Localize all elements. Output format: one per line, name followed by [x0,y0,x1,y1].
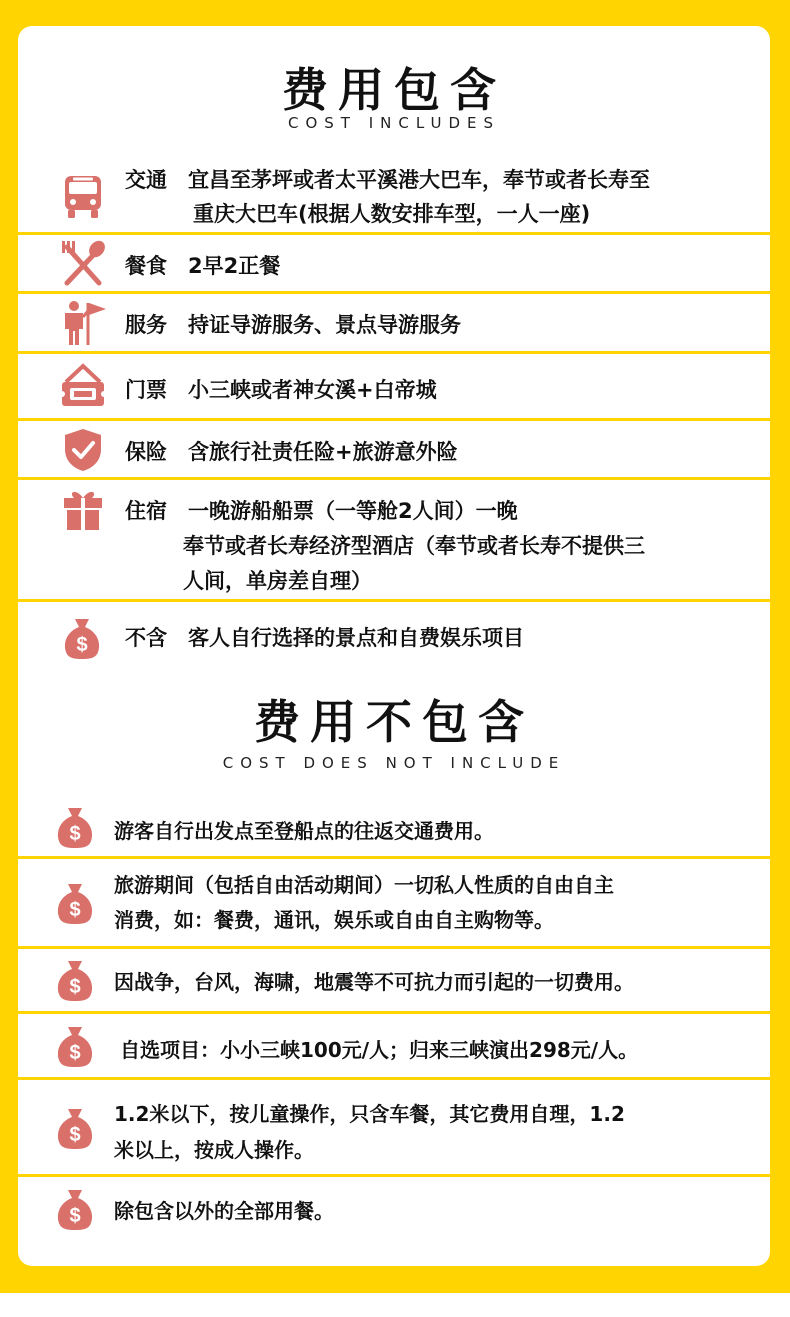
includes-label: 门票 [125,378,167,402]
money-bag-icon [55,958,95,1002]
excludes-text-line: 除包含以外的全部用餐。 [114,1199,334,1223]
includes-text-line: 人间，单房差自理） [183,569,372,593]
includes-text-line: 客人自行选择的景点和自费娱乐项目 [188,626,524,650]
bus-icon [63,174,103,220]
excludes-row [18,1014,770,1077]
svg-text:$: $ [69,976,81,998]
svg-text:$: $ [69,1042,81,1064]
includes-row-tickets [18,354,770,418]
includes-text-line: 持证导游服务、景点导游服务 [188,313,461,337]
excludes-text-line: 消费，如：餐费，通讯，娱乐或自由自主购物等。 [114,908,554,932]
includes-row-meals [18,235,770,291]
includes-row-service [18,294,770,351]
excludes-text-line: 自选项目：小小三峡100元/人；归来三峡演出298元/人。 [120,1038,639,1062]
excludes-row [18,949,770,1011]
excludes-row [18,798,770,856]
includes-label: 餐食 [125,254,167,278]
money-bag-icon [55,1106,95,1150]
includes-text-line: 奉节或者长寿经济型酒店（奉节或者长寿不提供三 [183,534,645,558]
includes-label: 交通 [125,168,167,192]
excludes-subtitle: COST DOES NOT INCLUDE [222,754,566,772]
svg-text:$: $ [69,1124,81,1146]
excludes-row [18,1177,770,1239]
svg-text:$: $ [69,899,81,921]
ticket-icon [58,360,108,410]
includes-row-transport [18,152,770,232]
includes-title: 费用包含 [282,63,506,117]
includes-text-line: 含旅行社责任险+旅游意外险 [188,440,458,464]
money-bag-icon [55,881,95,925]
includes-label: 服务 [125,313,167,337]
excludes-text-line: 米以上，按成人操作。 [114,1138,314,1162]
excludes-text-line: 旅游期间（包括自由活动期间）一切私人性质的自由自主 [114,873,614,897]
includes-label: 住宿 [125,499,167,523]
cost-card [18,26,770,1266]
fork-spoon-icon [59,239,107,287]
includes-label: 不含 [125,626,167,650]
svg-text:$: $ [69,823,81,845]
includes-text-line: 一晚游船船票（一等舱2人间）一晚 [188,499,518,523]
includes-label: 保险 [125,440,167,464]
excludes-text-line: 1.2米以下，按儿童操作，只含车餐，其它费用自理，1.2 [114,1102,625,1126]
includes-text-line: 宜昌至茅坪或者太平溪港大巴车，奉节或者长寿至 [188,168,650,192]
excludes-row [18,859,770,946]
svg-text:$: $ [69,1205,81,1227]
guide-flag-icon [60,299,110,347]
money-bag-icon [55,1187,95,1231]
includes-row-lodging [18,480,770,599]
excludes-title: 费用不包含 [254,695,534,749]
excludes-text-line: 因战争，台风，海啸，地震等不可抗力而引起的一切费用。 [114,970,634,994]
includes-text-line: 重庆大巴车(根据人数安排车型，一人一座) [193,202,591,226]
gift-icon [62,488,104,532]
money-bag-icon [62,616,102,660]
excludes-row [18,1080,770,1174]
includes-row-excluded [18,602,770,662]
svg-text:$: $ [76,634,88,656]
includes-row-insurance [18,421,770,477]
includes-text-line: 2早2正餐 [188,254,281,278]
shield-check-icon [63,427,103,473]
includes-text-line: 小三峡或者神女溪+白帝城 [188,378,437,402]
money-bag-icon [55,805,95,849]
includes-subtitle: COST INCLUDES [288,114,500,132]
excludes-text-line: 游客自行出发点至登船点的往返交通费用。 [114,819,494,843]
money-bag-icon [55,1024,95,1068]
